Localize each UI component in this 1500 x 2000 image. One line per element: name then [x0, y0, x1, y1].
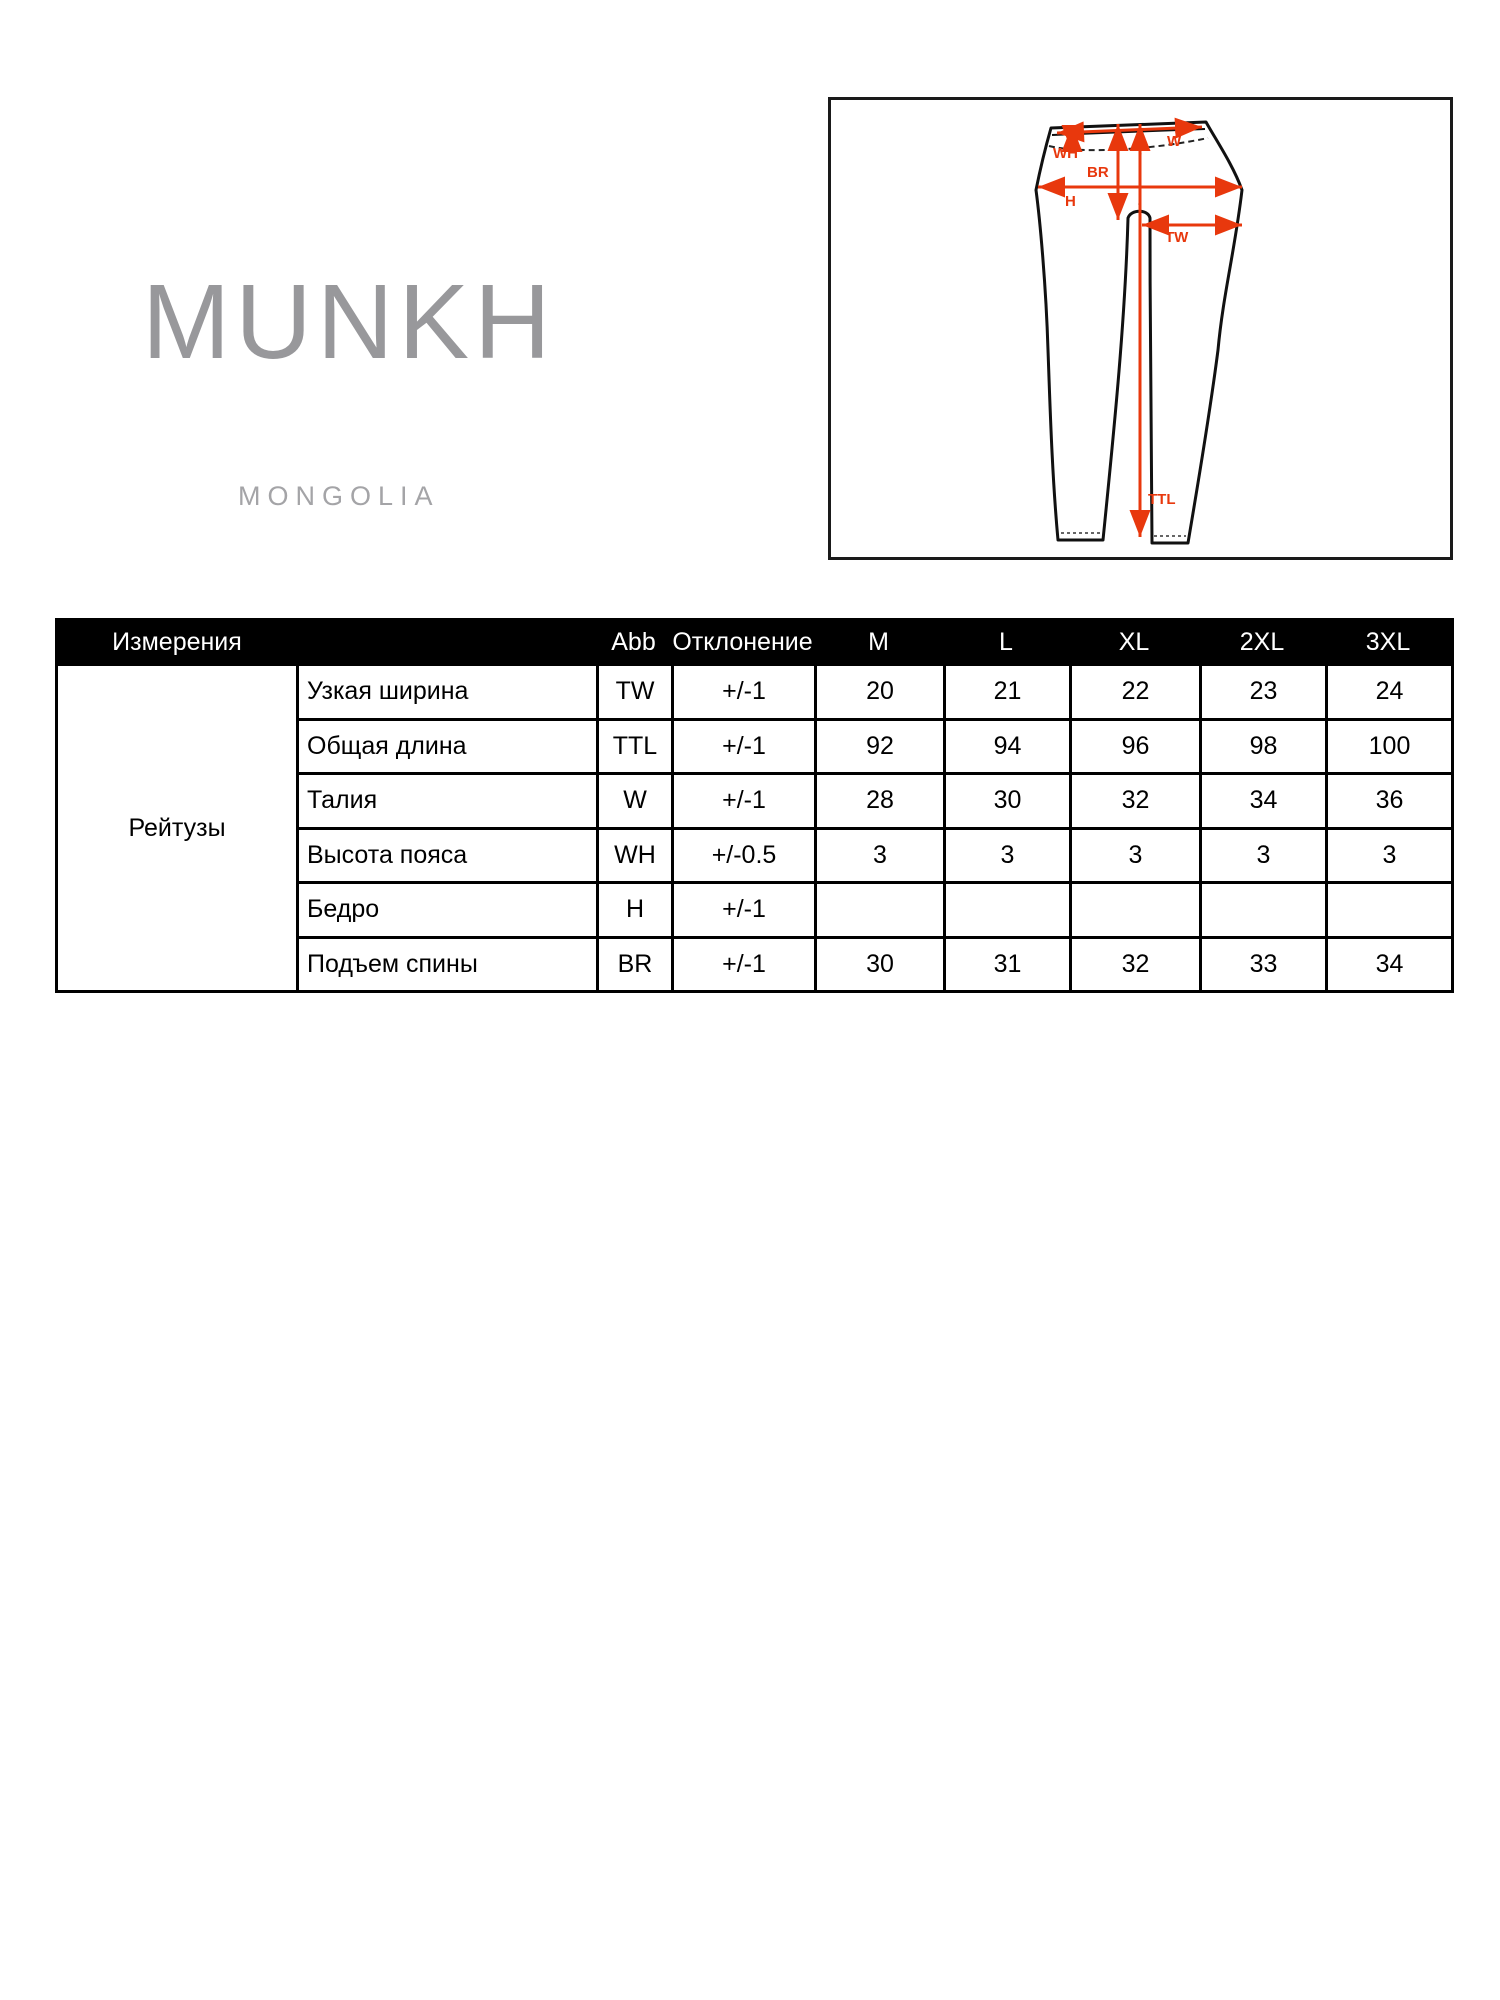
row-name-cell: Талия — [296, 772, 596, 827]
value-cell: 3 — [1325, 827, 1451, 882]
header-abb: Abb — [596, 621, 671, 663]
row-deviation-cell: +/-1 — [671, 772, 814, 827]
row-name-cell: Узкая ширина — [296, 663, 596, 718]
row-abb-cell: BR — [596, 936, 671, 991]
row-name-cell: Подъем спины — [296, 936, 596, 991]
value-cell: 3 — [1199, 827, 1325, 882]
value-cell: 36 — [1325, 772, 1451, 827]
leggings-measurement-drawing — [831, 100, 1450, 557]
value-cell — [1069, 881, 1199, 936]
value-cell: 34 — [1325, 936, 1451, 991]
value-cell: 34 — [1199, 772, 1325, 827]
row-abb-cell: TTL — [596, 718, 671, 773]
value-cell: 31 — [943, 936, 1069, 991]
measure-label-ttl: TTL — [1148, 491, 1176, 508]
value-cell: 3 — [1069, 827, 1199, 882]
header-size-xl: XL — [1069, 621, 1199, 663]
measure-label-h: H — [1065, 193, 1076, 210]
value-cell: 20 — [814, 663, 943, 718]
value-cell — [943, 881, 1069, 936]
value-cell: 28 — [814, 772, 943, 827]
header-size-2xl: 2XL — [1199, 621, 1325, 663]
row-deviation-cell: +/-1 — [671, 936, 814, 991]
measure-label-br: BR — [1087, 164, 1109, 181]
header-deviation: Отклонение — [671, 621, 814, 663]
value-cell: 30 — [943, 772, 1069, 827]
value-cell: 3 — [943, 827, 1069, 882]
brand-subtitle: MONGOLIA — [238, 481, 440, 511]
value-cell: 22 — [1069, 663, 1199, 718]
value-cell: 32 — [1069, 772, 1199, 827]
value-cell: 21 — [943, 663, 1069, 718]
value-cell: 98 — [1199, 718, 1325, 773]
row-deviation-cell: +/-1 — [671, 718, 814, 773]
row-name-cell: Высота пояса — [296, 827, 596, 882]
value-cell: 100 — [1325, 718, 1451, 773]
row-abb-cell: WH — [596, 827, 671, 882]
garment-diagram-frame — [828, 97, 1453, 560]
header-size-3xl: 3XL — [1325, 621, 1451, 663]
row-abb-cell: H — [596, 881, 671, 936]
header-size-l: L — [943, 621, 1069, 663]
value-cell — [1325, 881, 1451, 936]
row-deviation-cell: +/-1 — [671, 663, 814, 718]
measure-label-w: W — [1167, 133, 1182, 150]
value-cell: 94 — [943, 718, 1069, 773]
row-abb-cell: W — [596, 772, 671, 827]
size-table — [55, 618, 1454, 993]
row-name-cell: Бедро — [296, 881, 596, 936]
group-label-cell: Рейтузы — [58, 663, 296, 990]
value-cell: 24 — [1325, 663, 1451, 718]
row-abb-cell: TW — [596, 663, 671, 718]
value-cell: 32 — [1069, 936, 1199, 991]
row-deviation-cell: +/-1 — [671, 881, 814, 936]
value-cell: 23 — [1199, 663, 1325, 718]
value-cell: 92 — [814, 718, 943, 773]
value-cell: 30 — [814, 936, 943, 991]
value-cell: 96 — [1069, 718, 1199, 773]
value-cell — [814, 881, 943, 936]
value-cell: 3 — [814, 827, 943, 882]
header-measurements: Измерения — [58, 621, 296, 663]
brand-logo — [142, 263, 556, 511]
header-spacer — [296, 621, 596, 663]
value-cell: 33 — [1199, 936, 1325, 991]
header-size-m: M — [814, 621, 943, 663]
row-deviation-cell: +/-0.5 — [671, 827, 814, 882]
measure-label-tw: TW — [1165, 229, 1189, 246]
row-name-cell: Общая длина — [296, 718, 596, 773]
brand-name: MUNKH — [142, 263, 556, 381]
measure-label-wh: WH — [1053, 145, 1078, 162]
value-cell — [1199, 881, 1325, 936]
